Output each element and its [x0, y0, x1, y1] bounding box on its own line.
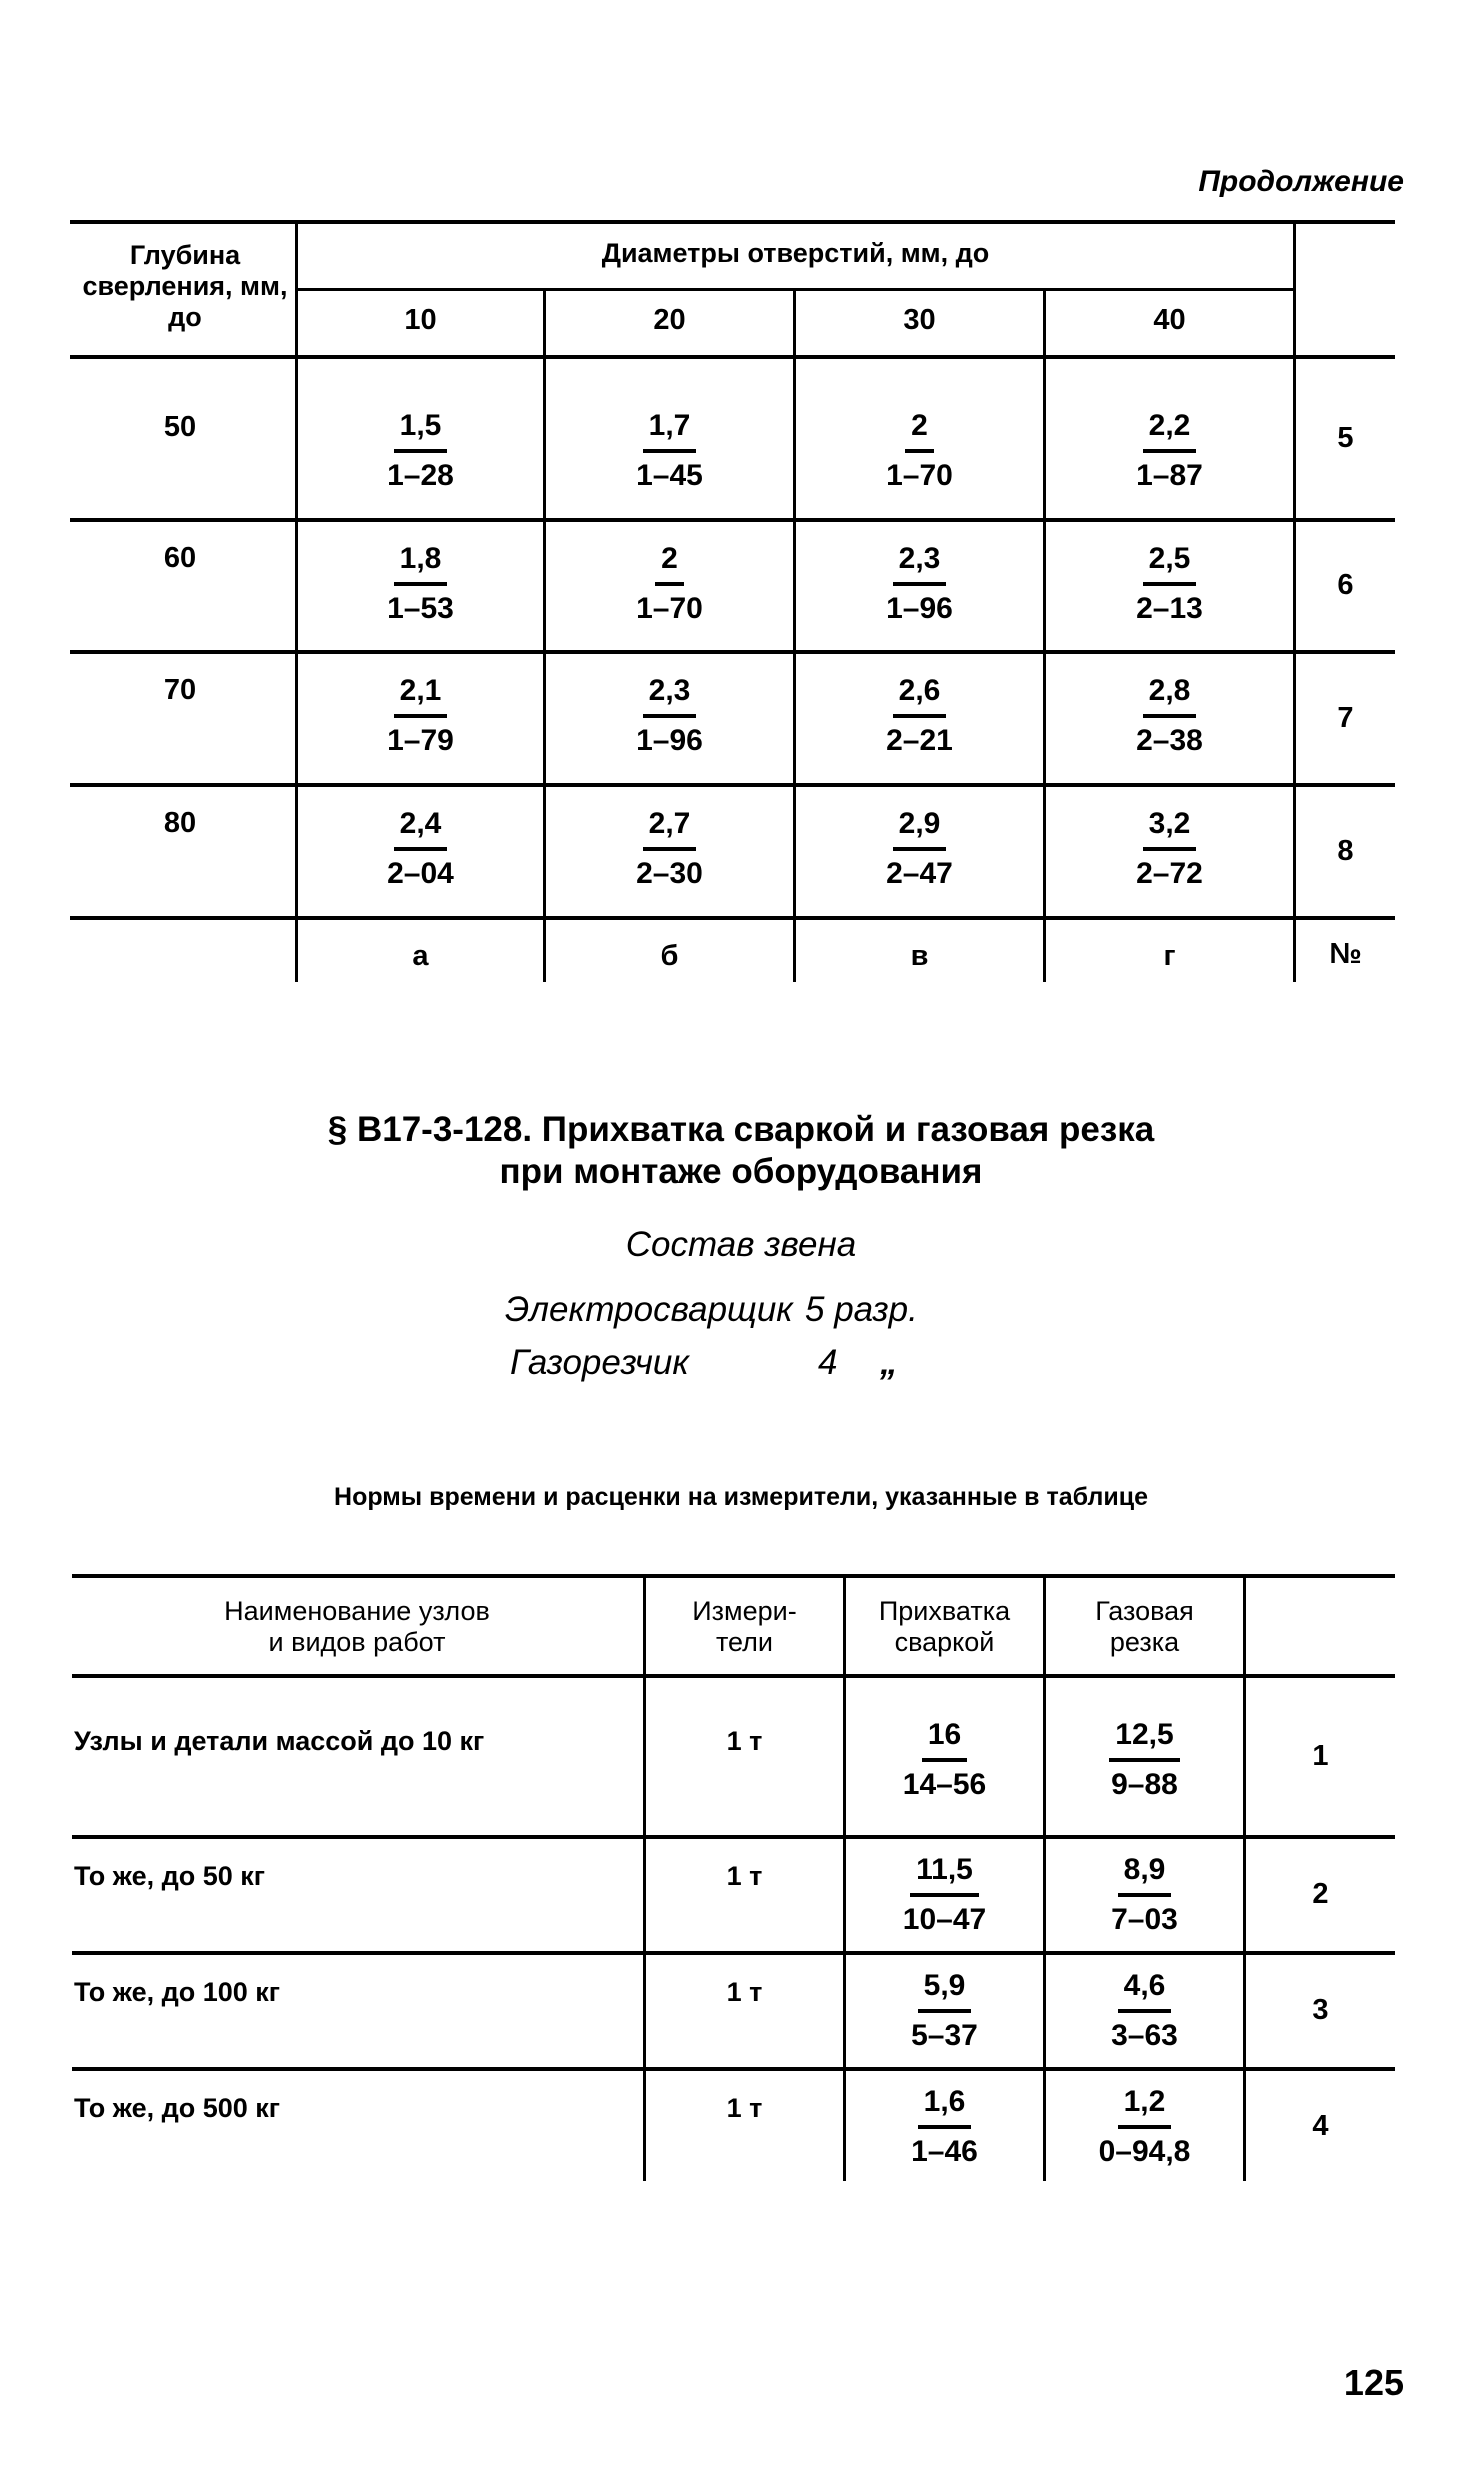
header-cut-line1: Газовая [1095, 1596, 1194, 1626]
norm-fraction [880, 409, 959, 493]
header-tack-line2: сваркой [894, 1627, 995, 1657]
norm-time: 11,5 [910, 1853, 979, 1897]
rate-price: 1–96 [636, 724, 703, 757]
norm-time: 1,5 [394, 409, 448, 453]
rate-price: 10–47 [902, 1903, 987, 1936]
norm-time: 2 [655, 542, 684, 586]
footer-no: № [1329, 938, 1362, 970]
item-unit: 1 т [726, 1726, 763, 1756]
item-unit: 1 т [726, 1977, 763, 2007]
rate-price: 2–21 [886, 724, 953, 757]
page-number: 125 [1343, 2362, 1404, 2403]
rate-cell [546, 409, 793, 493]
cut-cell [1046, 1718, 1243, 1802]
header-tack [846, 1596, 1043, 1658]
rate-price: 1–70 [636, 592, 703, 625]
rate-price: 1–28 [387, 459, 454, 492]
norm-time: 2,6 [893, 674, 947, 718]
footer-letter-b: б [660, 940, 679, 972]
norm-fraction [1130, 542, 1209, 626]
continuation-label: Продолжение [1198, 165, 1404, 198]
rate-price: 2–04 [387, 857, 454, 890]
rate-price: 5–37 [911, 2019, 978, 2052]
rate-cell [1046, 807, 1293, 891]
rate-cell [298, 409, 543, 493]
rate-cell [298, 807, 543, 891]
row-number: 8 [1337, 834, 1354, 867]
diameter-10: 10 [404, 304, 437, 336]
norm-time: 1,7 [643, 409, 697, 453]
row-number: 5 [1337, 421, 1354, 454]
rate-cell [546, 674, 793, 758]
rate-cell [546, 542, 793, 626]
norm-fraction [1130, 807, 1209, 891]
norm-fraction [905, 2085, 984, 2169]
norm-fraction [630, 674, 709, 758]
norm-time: 2,5 [1143, 542, 1197, 586]
norm-fraction [381, 674, 460, 758]
item-name: То же, до 100 кг [74, 1977, 281, 2007]
rate-price: 1–46 [911, 2135, 978, 2168]
rate-cell [298, 674, 543, 758]
rate-price: 14–56 [902, 1768, 987, 1801]
rate-price: 2–38 [1136, 724, 1203, 757]
norm-time: 1,2 [1118, 2085, 1172, 2129]
rate-price: 1–70 [886, 459, 953, 492]
section-title-line1: § В17-3-128. Прихватка сваркой и газовая резка [327, 1110, 1155, 1149]
norm-time: 2,1 [394, 674, 448, 718]
norm-fraction [1105, 1853, 1184, 1937]
rate-price: 1–87 [1136, 459, 1203, 492]
norm-fraction [381, 807, 460, 891]
norm-fraction [1105, 1718, 1184, 1802]
depth-cell: 60 [163, 542, 197, 574]
rate-price: 1–79 [387, 724, 454, 757]
norm-fraction [880, 807, 959, 891]
crew-ditto-cutter: „ [880, 1343, 898, 1382]
crew-heading: Состав звена [625, 1225, 857, 1264]
rate-cell [796, 542, 1043, 626]
rate-price: 9–88 [1111, 1768, 1178, 1801]
item-unit: 1 т [726, 2093, 763, 2123]
norm-time: 2 [905, 409, 934, 453]
header-tack-line1: Прихватка [878, 1596, 1011, 1626]
depth-cell: 50 [163, 411, 197, 443]
norm-fraction [1130, 674, 1209, 758]
header-unit-line2: тели [715, 1627, 774, 1657]
item-name: То же, до 500 кг [74, 2093, 281, 2123]
header-name-line1: Наименование узлов [224, 1596, 490, 1626]
norm-fraction [880, 542, 959, 626]
norm-time: 2,8 [1143, 674, 1197, 718]
header-depth: Глубина сверления, мм, до [82, 240, 288, 332]
norm-time: 3,2 [1143, 807, 1197, 851]
cut-cell [1046, 2085, 1243, 2169]
tack-cell [846, 1969, 1043, 2053]
rate-price: 2–47 [886, 857, 953, 890]
crew-grade-welder: 5 разр. [805, 1290, 918, 1329]
tack-cell [846, 1718, 1043, 1802]
crew-role-cutter: Газорезчик [510, 1343, 689, 1382]
norm-time: 2,3 [643, 674, 697, 718]
norm-time: 2,9 [893, 807, 947, 851]
norm-fraction [381, 542, 460, 626]
rate-price: 2–72 [1136, 857, 1203, 890]
rate-price: 7–03 [1111, 1903, 1178, 1936]
rate-price: 1–53 [387, 592, 454, 625]
rate-price: 0–94,8 [1098, 2135, 1191, 2168]
rate-price: 3–63 [1111, 2019, 1178, 2052]
norm-time: 1,6 [918, 2085, 972, 2129]
norm-fraction [1130, 409, 1209, 493]
norm-fraction [630, 542, 709, 626]
row-number: 2 [1312, 1878, 1329, 1910]
rate-price: 2–30 [636, 857, 703, 890]
norm-fraction [630, 807, 709, 891]
crew-grade-cutter: 4 [818, 1343, 838, 1382]
row-number: 6 [1337, 569, 1354, 601]
norm-time: 4,6 [1118, 1969, 1172, 2013]
footer-letter-g: г [1163, 940, 1176, 972]
norm-time: 2,3 [893, 542, 947, 586]
rate-price: 1–45 [636, 459, 703, 492]
norm-time: 2,2 [1143, 409, 1197, 453]
norm-fraction [381, 409, 460, 493]
item-name: Узлы и детали массой до 10 кг [74, 1726, 485, 1756]
rate-cell [1046, 542, 1293, 626]
tack-cell [846, 1853, 1043, 1937]
row-number: 3 [1312, 1994, 1329, 2026]
tack-cell [846, 2085, 1043, 2169]
footer-letter-a: а [412, 940, 429, 972]
norm-fraction [1093, 2085, 1197, 2169]
header-name-line2: и видов работ [268, 1627, 446, 1657]
header-cut [1046, 1596, 1243, 1658]
diameter-20: 20 [653, 304, 686, 336]
rate-price: 1–96 [886, 592, 953, 625]
cut-cell [1046, 1969, 1243, 2053]
norm-time: 8,9 [1118, 1853, 1172, 1897]
rate-cell [796, 674, 1043, 758]
header-unit [646, 1596, 843, 1658]
header-name [72, 1596, 642, 1658]
diameter-30: 30 [903, 304, 936, 336]
norm-fraction [880, 674, 959, 758]
rate-cell [1046, 409, 1293, 493]
rate-price: 2–13 [1136, 592, 1203, 625]
row-number: 7 [1337, 701, 1354, 734]
rate-cell [796, 807, 1043, 891]
norm-fraction [905, 1969, 984, 2053]
norm-time: 12,5 [1109, 1718, 1179, 1762]
depth-cell: 80 [163, 807, 197, 839]
rate-cell [298, 542, 543, 626]
rate-cell [546, 807, 793, 891]
norms-caption: Нормы времени и расценки на измерители, указанные в таблице [334, 1483, 1148, 1511]
norm-time: 1,8 [394, 542, 448, 586]
norm-time: 16 [922, 1718, 967, 1762]
header-diameters: Диаметры отверстий, мм, до [601, 238, 990, 268]
cut-cell [1046, 1853, 1243, 1937]
header-unit-line1: Измери- [692, 1596, 797, 1626]
norm-time: 5,9 [918, 1969, 972, 2013]
crew-role-welder: Электросварщик [505, 1290, 793, 1329]
norm-time: 2,4 [394, 807, 448, 851]
row-number: 1 [1312, 1739, 1329, 1772]
depth-cell: 70 [163, 674, 197, 706]
norm-fraction [897, 1853, 992, 1937]
footer-letter-v: в [910, 940, 929, 972]
item-name: То же, до 50 кг [74, 1861, 266, 1891]
row-number: 4 [1312, 2110, 1329, 2142]
header-cut-line2: резка [1109, 1627, 1180, 1657]
section-title-line2: при монтаже оборудования [499, 1152, 983, 1191]
rate-cell [796, 409, 1043, 493]
norm-fraction [1105, 1969, 1184, 2053]
diameter-40: 40 [1153, 304, 1186, 336]
norm-time: 2,7 [643, 807, 697, 851]
rate-cell [1046, 674, 1293, 758]
norm-fraction [630, 409, 709, 493]
item-unit: 1 т [726, 1861, 763, 1891]
norm-fraction [897, 1718, 992, 1802]
